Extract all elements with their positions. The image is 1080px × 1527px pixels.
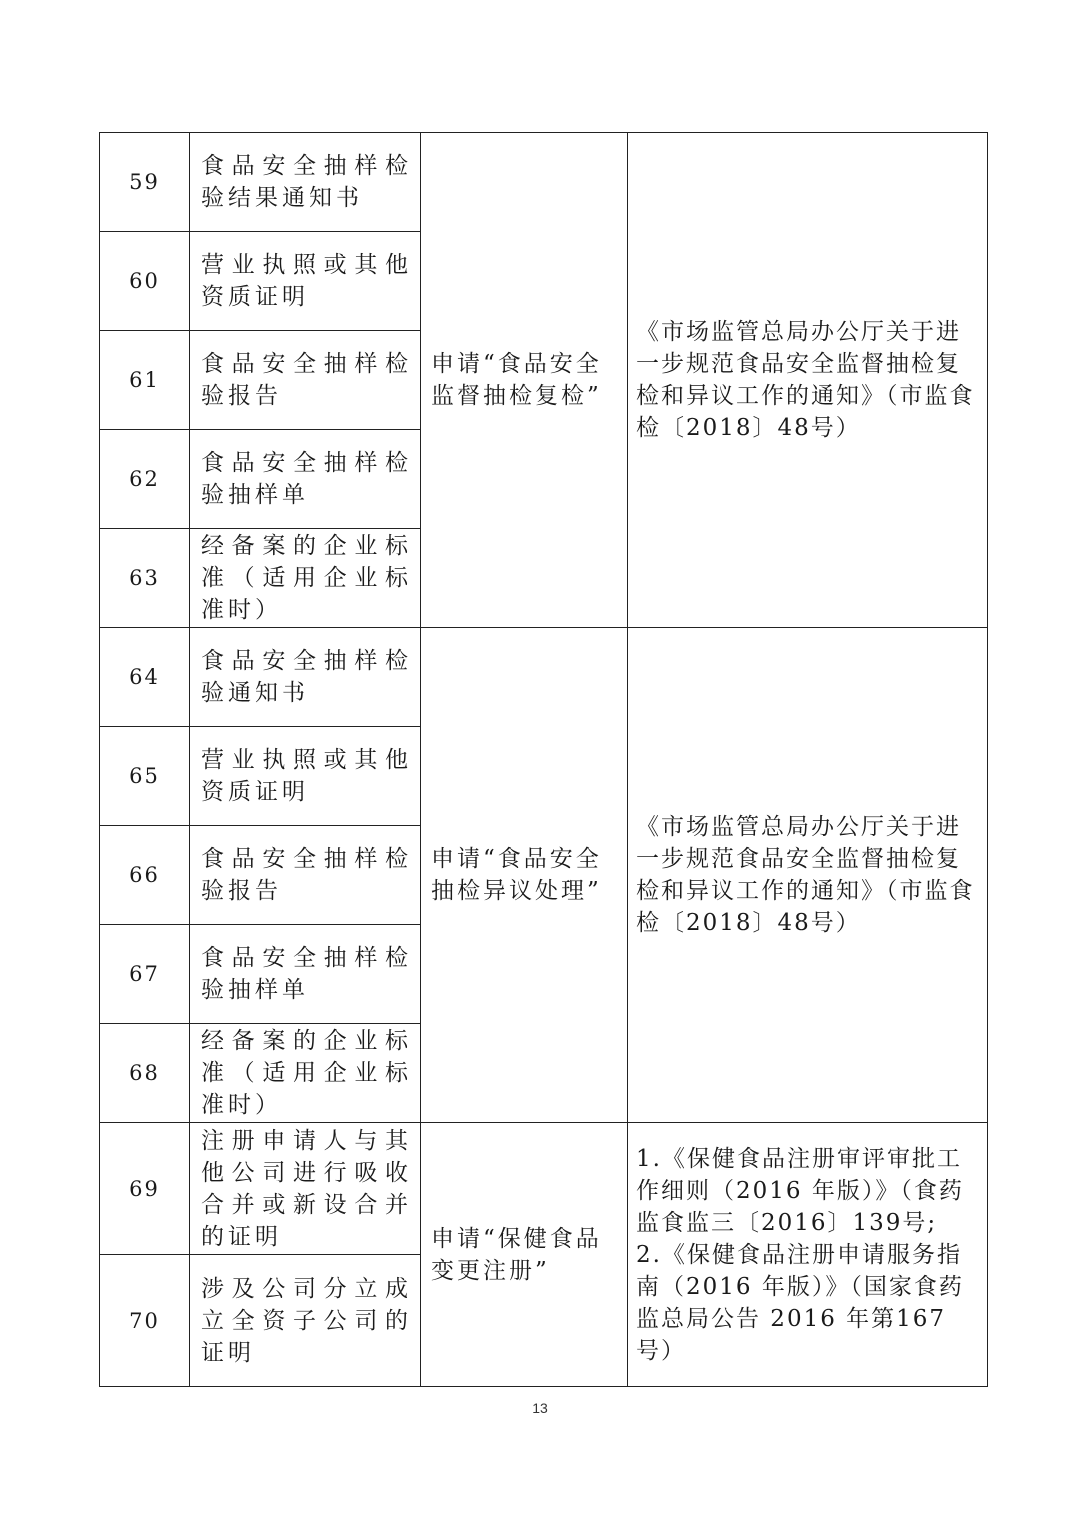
required-document: 食品安全抽样检验抽样单 <box>190 925 421 1024</box>
required-document: 食品安全抽样检验报告 <box>190 826 421 925</box>
legal-basis-line: 2.《保健食品注册申请服务指南（2016 年版）》（国家食药监总局公告 2016 年第167号） <box>636 1241 964 1364</box>
legal-basis-line: 1.《保健食品注册审评审批工作细则（2016 年版）》（食药监食监三〔2016〕139号; <box>636 1145 964 1236</box>
row-number: 69 <box>100 1123 190 1255</box>
required-document: 食品安全抽样检验通知书 <box>190 628 421 727</box>
page-number: 13 <box>532 1400 548 1416</box>
row-number: 64 <box>100 628 190 727</box>
document-table <box>99 132 988 1387</box>
legal-basis <box>628 628 988 1123</box>
row-number: 68 <box>100 1024 190 1123</box>
row-number: 60 <box>100 232 190 331</box>
required-document: 涉及公司分立成立全资子公司的证明 <box>190 1255 421 1387</box>
application-item: 申请“食品安全抽检异议处理” <box>421 628 628 1123</box>
row-number: 67 <box>100 925 190 1024</box>
legal-basis <box>628 133 988 628</box>
legal-basis-line: 《市场监管总局办公厅关于进一步规范食品安全监督抽检复检和异议工作的通知》（市监食检〔2018〕48号） <box>636 319 975 441</box>
required-document: 营业执照或其他资质证明 <box>190 727 421 826</box>
application-item: 申请“食品安全监督抽检复检” <box>421 133 628 628</box>
row-number: 62 <box>100 430 190 529</box>
row-number: 66 <box>100 826 190 925</box>
row-number: 70 <box>100 1255 190 1387</box>
required-document: 营业执照或其他资质证明 <box>190 232 421 331</box>
legal-basis <box>628 1123 988 1387</box>
row-number: 61 <box>100 331 190 430</box>
row-number: 59 <box>100 133 190 232</box>
legal-basis-line: 《市场监管总局办公厅关于进一步规范食品安全监督抽检复检和异议工作的通知》（市监食检〔2018〕48号） <box>636 814 975 936</box>
required-document: 经备案的企业标准（适用企业标准时） <box>190 529 421 628</box>
row-number: 65 <box>100 727 190 826</box>
required-document: 经备案的企业标准（适用企业标准时） <box>190 1024 421 1123</box>
required-document: 食品安全抽样检验抽样单 <box>190 430 421 529</box>
row-number: 63 <box>100 529 190 628</box>
required-document: 注册申请人与其他公司进行吸收合并或新设合并的证明 <box>190 1123 421 1255</box>
table-row <box>100 628 988 727</box>
application-item: 申请“保健食品变更注册” <box>421 1123 628 1387</box>
table-row <box>100 1123 988 1255</box>
required-document: 食品安全抽样检验结果通知书 <box>190 133 421 232</box>
required-document: 食品安全抽样检验报告 <box>190 331 421 430</box>
table-row <box>100 133 988 232</box>
